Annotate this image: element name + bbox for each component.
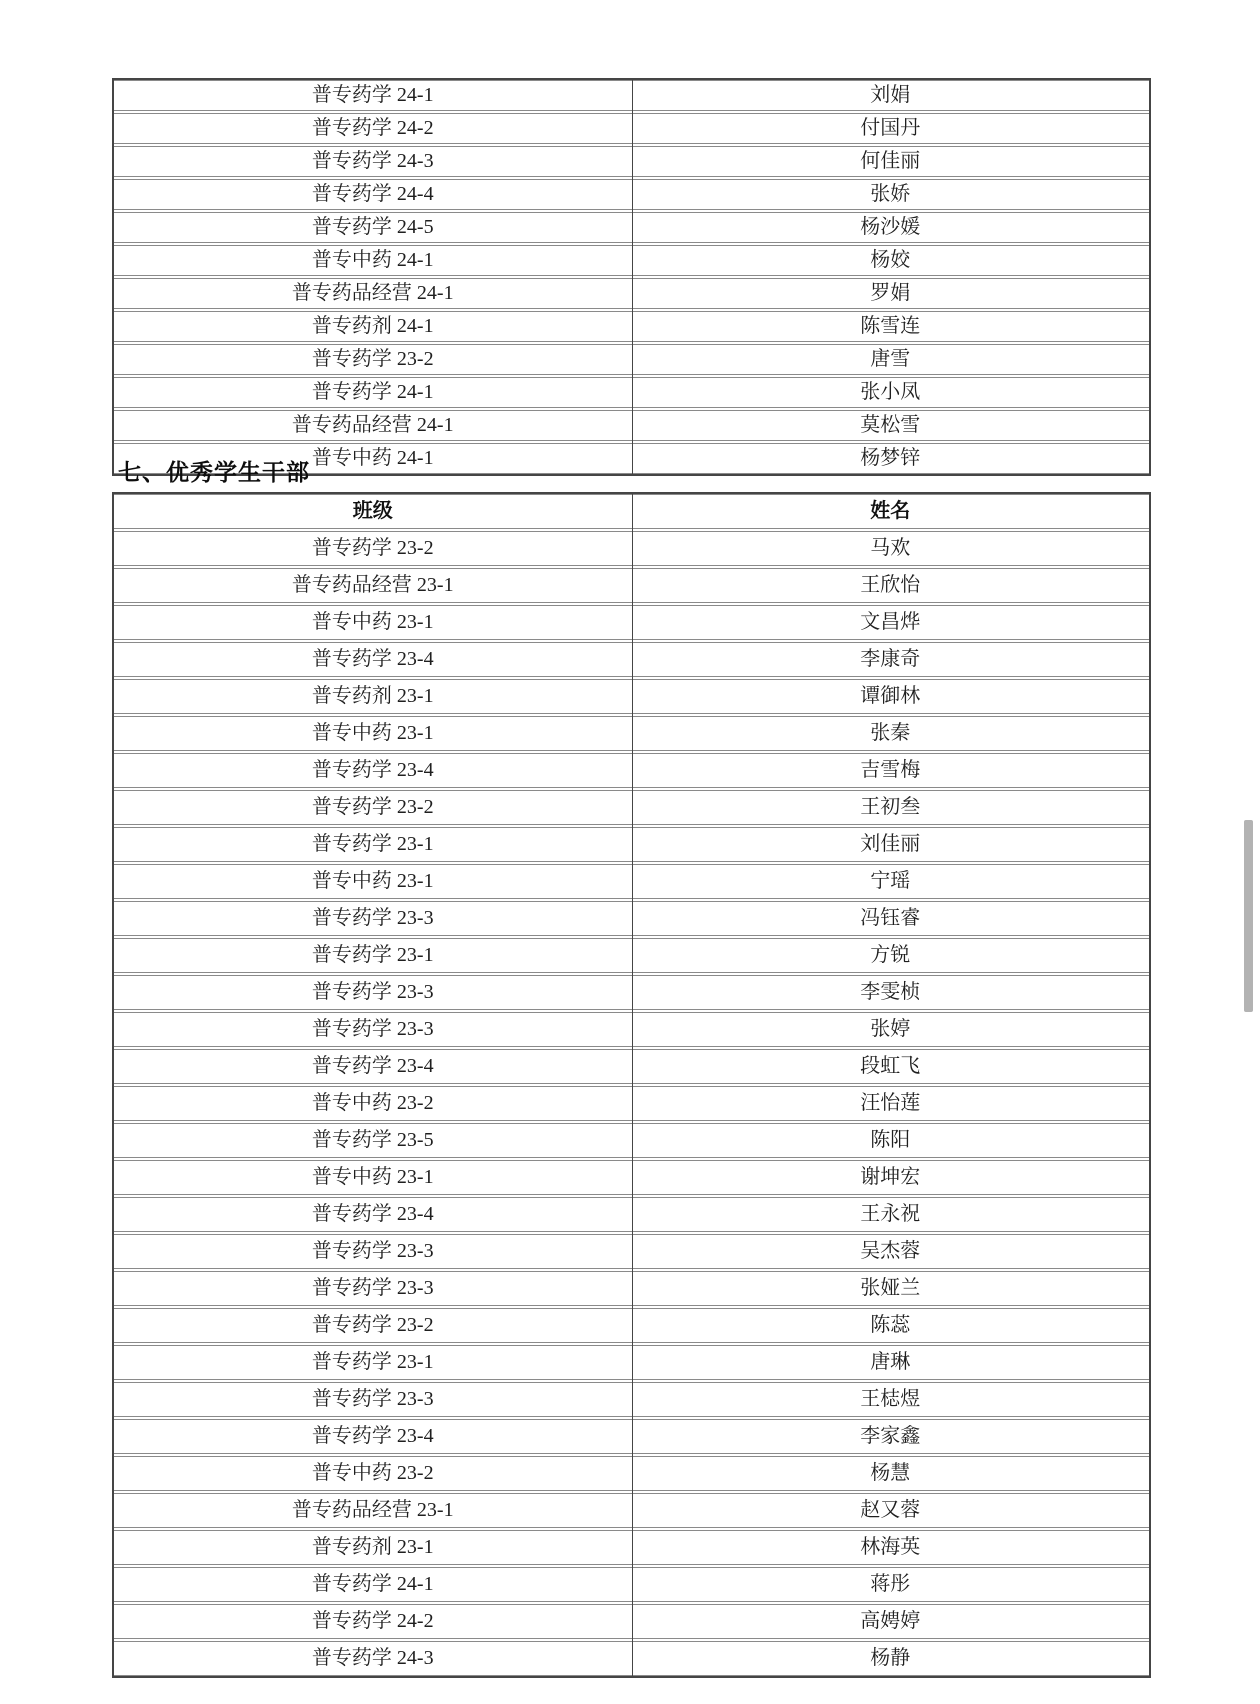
class-cell: 普专中药 23-1 xyxy=(311,870,434,892)
class-cell: 普专中药 23-1 xyxy=(311,611,434,633)
name-cell: 王永祝 xyxy=(860,1203,921,1225)
name-cell: 林海英 xyxy=(860,1536,921,1558)
name-cell: 汪怡莲 xyxy=(860,1092,921,1114)
name-cell: 唐琳 xyxy=(870,1351,911,1373)
name-cell: 张婷 xyxy=(870,1018,911,1040)
class-cell: 普专药学 24-2 xyxy=(311,117,434,139)
class-cell: 普专药学 23-2 xyxy=(311,537,434,559)
class-cell: 普专药学 23-4 xyxy=(311,648,434,670)
name-cell: 杨静 xyxy=(870,1647,911,1669)
name-cell: 杨沙媛 xyxy=(860,216,921,238)
class-cell: 普专中药 23-1 xyxy=(311,722,434,744)
section-title: 七、优秀学生干部 xyxy=(118,459,310,485)
class-cell: 普专药学 23-1 xyxy=(311,944,434,966)
class-cell: 普专药学 23-3 xyxy=(311,981,434,1003)
scrollbar-thumb[interactable] xyxy=(1244,820,1253,1012)
outstanding-student-cadres-table xyxy=(112,492,1151,1678)
class-cell: 普专药学 24-1 xyxy=(311,84,434,106)
name-cell: 段虹飞 xyxy=(860,1055,921,1077)
class-cell: 普专中药 23-2 xyxy=(311,1092,434,1114)
name-cell: 文昌烨 xyxy=(860,611,921,633)
name-cell: 陈阳 xyxy=(870,1129,911,1151)
name-cell: 王初叁 xyxy=(860,796,921,818)
class-cell: 普专药学 23-3 xyxy=(311,907,434,929)
class-cell: 普专中药 24-1 xyxy=(311,249,434,271)
class-cell: 普专药学 23-4 xyxy=(311,1203,434,1225)
class-cell: 普专药学 24-3 xyxy=(311,1647,434,1669)
name-cell: 高娉婷 xyxy=(860,1610,921,1632)
name-cell: 吴杰蓉 xyxy=(860,1240,921,1262)
name-cell: 李康奇 xyxy=(860,648,921,670)
class-cell: 普专药学 23-3 xyxy=(311,1277,434,1299)
class-cell: 普专药学 24-3 xyxy=(311,150,434,172)
name-cell: 杨姣 xyxy=(870,249,911,271)
class-cell: 普专药学 24-1 xyxy=(311,1573,434,1595)
class-cell: 普专药学 23-2 xyxy=(311,348,434,370)
class-cell: 普专药剂 23-1 xyxy=(311,1536,434,1558)
name-cell: 刘娟 xyxy=(870,84,911,106)
class-cell: 普专药学 23-3 xyxy=(311,1240,434,1262)
class-cell: 普专药品经营 23-1 xyxy=(291,574,454,596)
name-cell: 刘佳丽 xyxy=(860,833,921,855)
name-cell: 张娇 xyxy=(870,183,911,205)
class-cell: 普专药学 23-2 xyxy=(311,1314,434,1336)
name-cell: 马欢 xyxy=(870,537,911,559)
class-cell: 普专药品经营 24-1 xyxy=(291,414,454,436)
class-cell: 普专药学 24-2 xyxy=(311,1610,434,1632)
class-cell: 普专药学 23-4 xyxy=(311,1425,434,1447)
class-cell: 普专药学 24-4 xyxy=(311,183,434,205)
class-cell: 普专药学 23-1 xyxy=(311,833,434,855)
name-cell: 王欣怡 xyxy=(860,574,921,596)
awards-table-continued xyxy=(112,78,1151,476)
name-cell: 谢坤宏 xyxy=(860,1166,921,1188)
name-cell: 陈蕊 xyxy=(870,1314,911,1336)
name-cell: 宁瑶 xyxy=(870,870,911,892)
class-cell: 普专药学 24-5 xyxy=(311,216,434,238)
name-cell: 陈雪连 xyxy=(860,315,921,337)
name-cell: 蒋彤 xyxy=(870,1573,911,1595)
name-cell: 唐雪 xyxy=(870,348,911,370)
class-cell: 普专药学 24-1 xyxy=(311,381,434,403)
name-cell: 赵又蓉 xyxy=(860,1499,921,1521)
name-cell: 王梽煜 xyxy=(860,1388,921,1410)
class-cell: 普专药学 23-2 xyxy=(311,796,434,818)
name-cell: 罗娟 xyxy=(870,282,911,304)
class-cell: 普专中药 23-2 xyxy=(311,1462,434,1484)
class-cell: 普专药学 23-5 xyxy=(311,1129,434,1151)
name-cell: 李雯桢 xyxy=(860,981,921,1003)
class-cell: 普专药学 23-1 xyxy=(311,1351,434,1373)
class-cell: 普专药学 23-3 xyxy=(311,1388,434,1410)
column-divider xyxy=(632,80,633,474)
name-cell: 杨慧 xyxy=(870,1462,911,1484)
name-cell: 莫松雪 xyxy=(860,414,921,436)
name-cell: 冯钰睿 xyxy=(860,907,921,929)
column-divider xyxy=(632,494,633,1676)
class-cell: 普专中药 23-1 xyxy=(311,1166,434,1188)
class-cell: 普专药剂 24-1 xyxy=(311,315,434,337)
name-cell: 杨梦锌 xyxy=(860,447,921,469)
name-column-header: 姓名 xyxy=(870,500,911,522)
name-cell: 张秦 xyxy=(870,722,911,744)
name-cell: 方锐 xyxy=(870,944,911,966)
class-cell: 普专药学 23-4 xyxy=(311,1055,434,1077)
name-cell: 吉雪梅 xyxy=(860,759,921,781)
class-cell: 普专药剂 23-1 xyxy=(311,685,434,707)
class-cell: 普专药品经营 24-1 xyxy=(291,282,454,304)
class-cell: 普专中药 24-1 xyxy=(311,447,434,469)
class-cell: 普专药学 23-4 xyxy=(311,759,434,781)
class-cell: 普专药学 23-3 xyxy=(311,1018,434,1040)
class-column-header: 班级 xyxy=(352,500,393,522)
name-cell: 谭御林 xyxy=(860,685,921,707)
class-cell: 普专药品经营 23-1 xyxy=(291,1499,454,1521)
name-cell: 付国丹 xyxy=(860,117,921,139)
name-cell: 张娅兰 xyxy=(860,1277,921,1299)
name-cell: 何佳丽 xyxy=(860,150,921,172)
name-cell: 李家鑫 xyxy=(860,1425,921,1447)
name-cell: 张小凤 xyxy=(860,381,921,403)
